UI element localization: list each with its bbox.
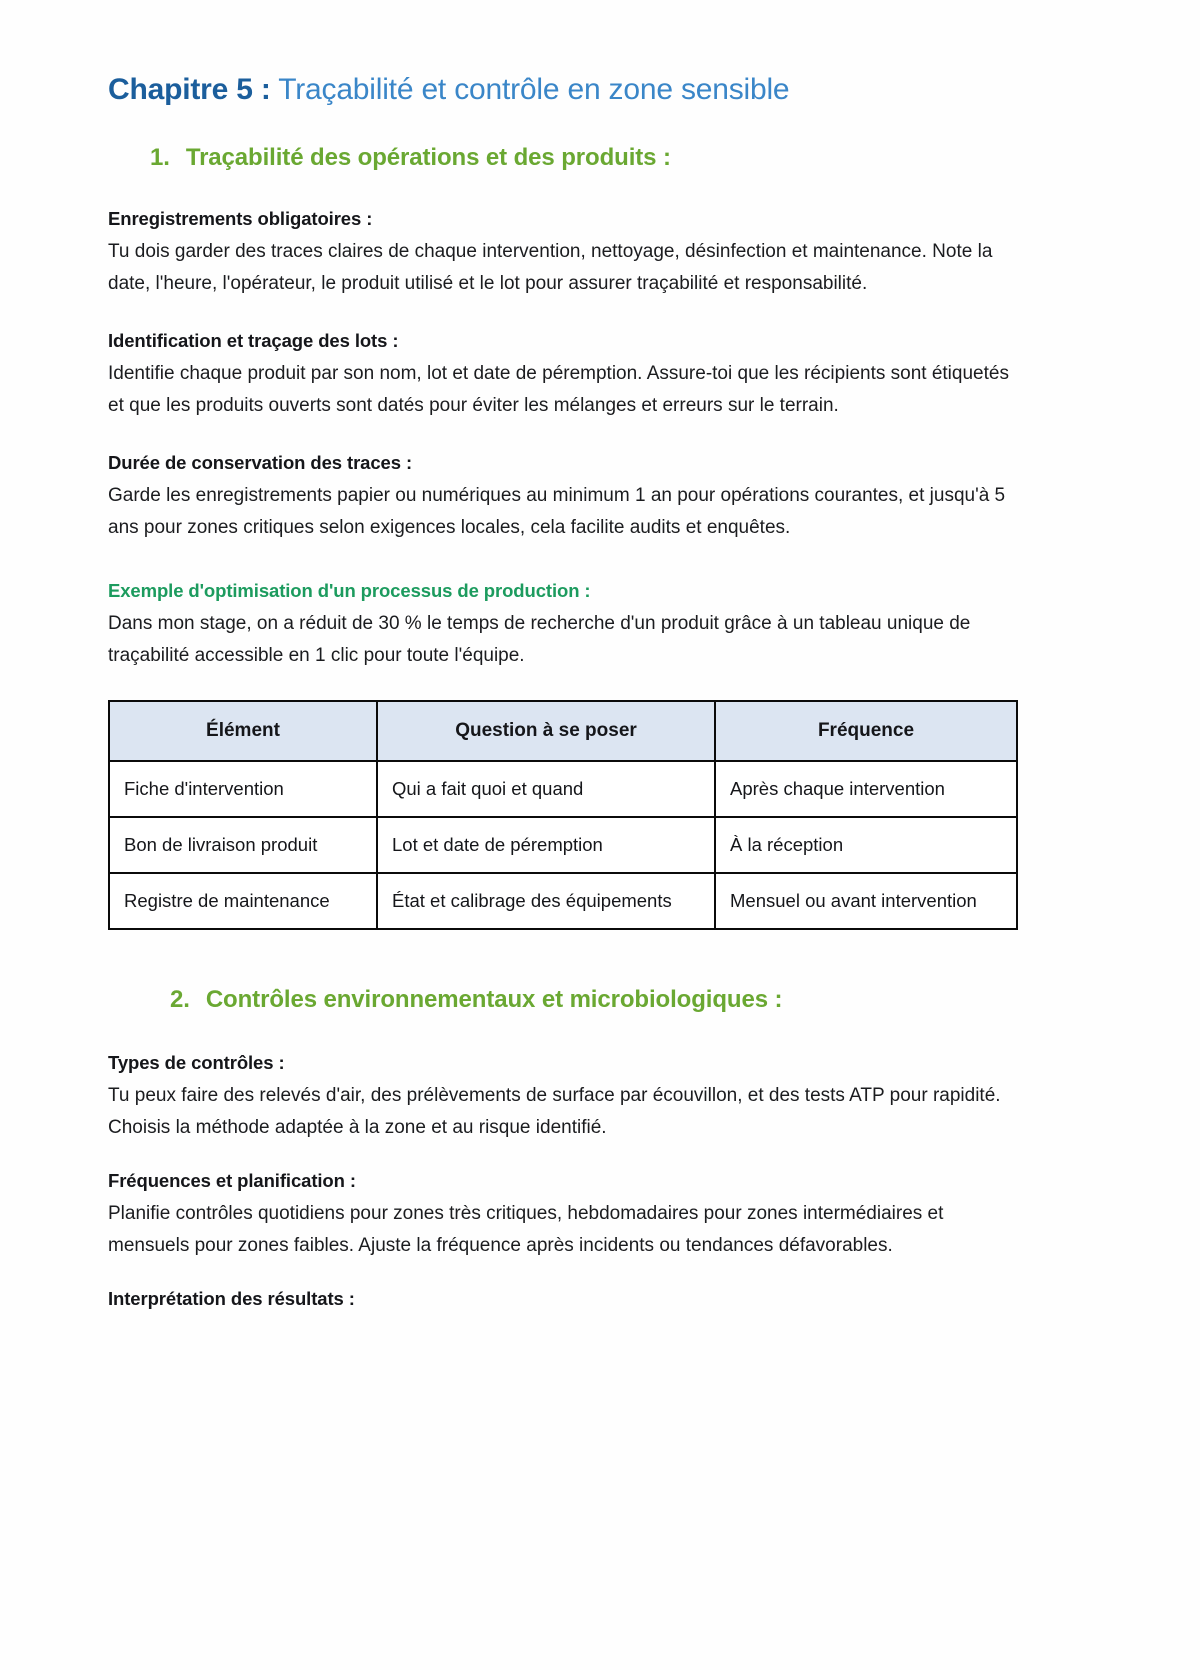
block-enregistrements-obligatoires bbox=[108, 208, 1020, 300]
block-heading: Interprétation des résultats : bbox=[108, 1288, 355, 1309]
table-header-cell-element: Élément bbox=[109, 701, 377, 761]
block-heading: Fréquences et planification : bbox=[108, 1170, 356, 1191]
block-heading: Enregistrements obligatoires : bbox=[108, 208, 373, 229]
block-body: Identifie chaque produit par son nom, lot et date de péremption. Assure-toi que les récipients sont étiquetés et que les produits ouverts sont datés pour éviter les mélanges et erreurs sur le terrain. bbox=[108, 363, 1009, 416]
block-heading: Identification et traçage des lots : bbox=[108, 330, 399, 351]
section-heading-1 bbox=[108, 144, 1020, 172]
table-cell: Lot et date de péremption bbox=[377, 817, 715, 873]
table-cell: Qui a fait quoi et quand bbox=[377, 761, 715, 817]
table-cell: Mensuel ou avant intervention bbox=[715, 873, 1017, 929]
table-header-row bbox=[109, 701, 1017, 761]
document-content bbox=[108, 70, 1020, 1340]
chapter-title-text: Traçabilité et contrôle en zone sensible bbox=[278, 73, 790, 106]
block-heading: Types de contrôles : bbox=[108, 1052, 285, 1073]
table-cell: Fiche d'intervention bbox=[109, 761, 377, 817]
table-cell: Registre de maintenance bbox=[109, 873, 377, 929]
table-row bbox=[109, 817, 1017, 873]
block-body: Garde les enregistrements papier ou numériques au minimum 1 an pour opérations courantes, et jusqu'à 5 ans pour zones critiques selon exigences locales, cela facilite audits et enquêtes. bbox=[108, 485, 1006, 538]
block-identification-tracage-lots bbox=[108, 330, 1020, 422]
block-exemple-optimisation bbox=[108, 580, 1020, 672]
block-heading: Durée de conservation des traces : bbox=[108, 452, 413, 473]
block-body: Tu peux faire des relevés d'air, des prélèvements de surface par écouvillon, et des tests ATP pour rapidité. Choisis la méthode adaptée à la zone et au risque identifié. bbox=[108, 1085, 1001, 1138]
table-header-cell-question: Question à se poser bbox=[377, 701, 715, 761]
traceability-table bbox=[108, 700, 1018, 930]
page-title bbox=[108, 70, 1020, 110]
table-cell: Bon de livraison produit bbox=[109, 817, 377, 873]
table-cell: Après chaque intervention bbox=[715, 761, 1017, 817]
table-row bbox=[109, 873, 1017, 929]
table-header-cell-frequence: Fréquence bbox=[715, 701, 1017, 761]
block-frequences-planification bbox=[108, 1170, 1020, 1262]
section-number-2: 2. bbox=[170, 986, 190, 1013]
block-interpretation-resultats bbox=[108, 1288, 1020, 1310]
block-body: Planifie contrôles quotidiens pour zones très critiques, hebdomadaires pour zones intermédiaires et mensuels pour zones faibles. Ajuste la fréquence après incidents ou tendances défavorables. bbox=[108, 1203, 944, 1256]
traceability-table-wrapper bbox=[108, 700, 1020, 930]
block-duree-conservation-traces bbox=[108, 452, 1020, 544]
block-body: Tu dois garder des traces claires de chaque intervention, nettoyage, désinfection et maintenance. Note la date, l'heure, l'opérateur, le produit utilisé et le lot pour assurer traçabilité et responsabilité. bbox=[108, 241, 993, 294]
table-cell: À la réception bbox=[715, 817, 1017, 873]
block-types-de-controles bbox=[108, 1052, 1020, 1144]
example-heading: Exemple d'optimisation d'un processus de production : bbox=[108, 580, 591, 601]
section-number-1: 1. bbox=[150, 144, 170, 171]
section-heading-2 bbox=[108, 986, 1020, 1014]
example-body: Dans mon stage, on a réduit de 30 % le temps de recherche d'un produit grâce à un tableau unique de traçabilité accessible en 1 clic pour toute l'équipe. bbox=[108, 613, 971, 666]
chapter-label: Chapitre 5 : bbox=[108, 73, 271, 106]
table-cell: État et calibrage des équipements bbox=[377, 873, 715, 929]
section-title-1: Traçabilité des opérations et des produits : bbox=[185, 144, 671, 171]
section-title-2: Contrôles environnementaux et microbiologiques : bbox=[205, 986, 783, 1013]
table-row bbox=[109, 761, 1017, 817]
